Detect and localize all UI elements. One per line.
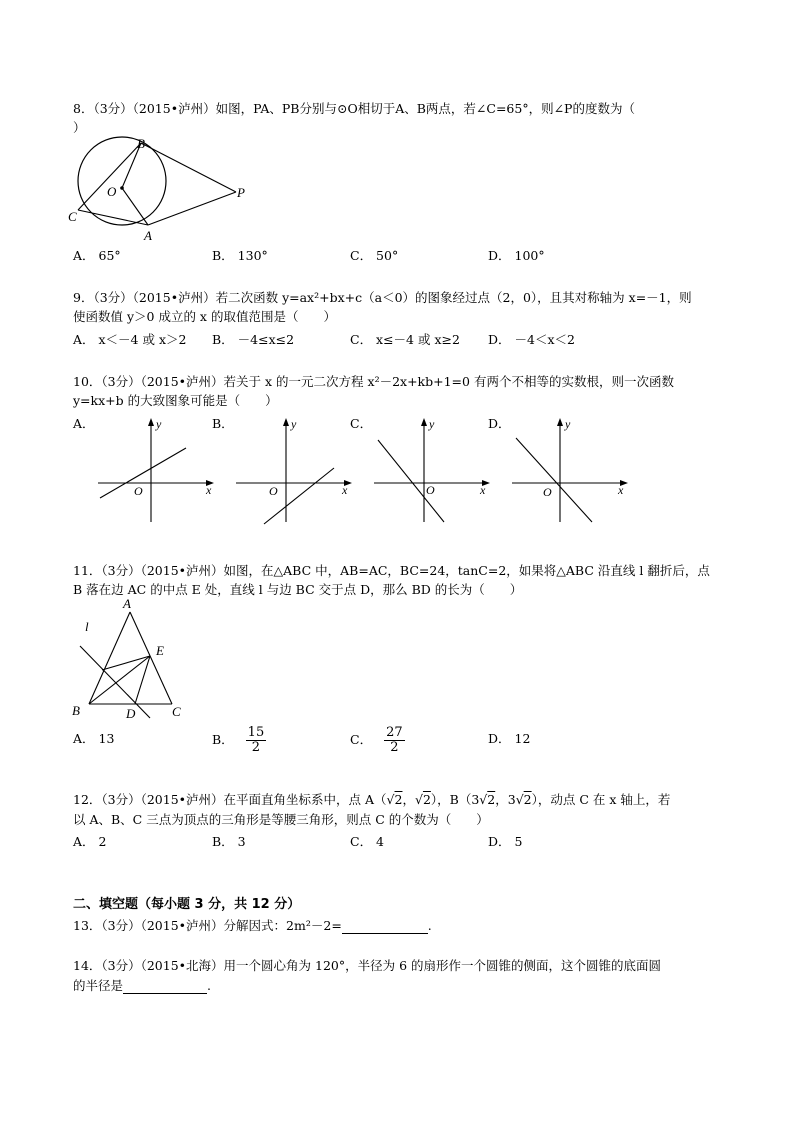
q10-d-y-label: y — [565, 417, 571, 431]
q10-d-x-label: x — [618, 483, 624, 497]
q12-text-b: ），B（3 — [430, 792, 480, 807]
q11-side-ac — [130, 612, 172, 704]
q11-option-b — [212, 726, 266, 755]
q14-end: . — [207, 978, 211, 993]
q10-a-y-label: y — [156, 417, 162, 431]
q11-stem-line2: B 落在边 AC 的中点 E 处，直线 l 与边 BC 交于点 D，那么 BD 的长为（ ） — [73, 582, 523, 597]
q11-label-b: B — [72, 703, 80, 718]
q11-option-c-denominator: 2 — [390, 740, 399, 755]
q8-chord-ca — [78, 210, 148, 225]
q12-sqrt-a2: √2 — [414, 792, 431, 807]
q11-stem-line1: 11．（3分）（2015•泸州）如图，在△ABC 中，AB=AC，BC=24，tanC=2，如果将△ABC 沿直线 l 翻折后，点 — [73, 563, 710, 578]
q8-tangent-pa — [148, 192, 236, 225]
q10-stem-line1: 10．（3分）（2015•泸州）若关于 x 的一元二次方程 x²－2x+kb+1=0 有两个不相等的实数根，则一次函数 — [73, 374, 674, 389]
q12-option-d: D． 5 — [488, 834, 523, 849]
q12-sep: ， — [402, 792, 415, 807]
q12-text-a: 12．（3分）（2015•泸州）在平面直角坐标系中，点 A（ — [73, 792, 387, 807]
q10-a-x-label: x — [206, 483, 212, 497]
q14-answer-blank — [123, 981, 207, 994]
q14-stem-line2 — [73, 976, 211, 994]
q11-segment-be — [89, 656, 150, 704]
q8-option-a: A． 65° — [73, 248, 121, 263]
q9-option-b: B． －4≤x≤2 — [212, 332, 295, 347]
q9-stem-line2: 使函数值 y＞0 成立的 x 的取值范围是（ ） — [73, 309, 336, 324]
q11-option-c-numerator: 27 — [386, 725, 403, 740]
q8-label-p: P — [237, 185, 245, 200]
q11-line-l — [80, 646, 150, 718]
q12-sep-2: ， — [495, 792, 508, 807]
q8-tangent-pb — [141, 143, 236, 192]
q12-option-c: C． 4 — [350, 834, 384, 849]
q10-b-y-label: y — [291, 417, 297, 431]
q8-center-dot — [120, 186, 124, 190]
q9-option-a: A． x＜－4 或 x＞2 — [73, 332, 187, 347]
q12-text-c: ），动点 C 在 x 轴上，若 — [531, 792, 671, 807]
q11-option-a: A． 13 — [73, 731, 115, 746]
q11-option-b-prefix: B． — [212, 732, 234, 747]
q10-graph-d-line — [516, 438, 592, 522]
q8-option-b: B． 130° — [212, 248, 268, 263]
q10-option-c-letter: C． — [350, 416, 373, 431]
q11-label-c: C — [172, 704, 181, 719]
q12-stem-line1 — [73, 790, 670, 808]
q11-side-ab — [89, 612, 130, 704]
q12-option-b: B． 3 — [212, 834, 246, 849]
q10-graph-c — [372, 414, 496, 526]
q12-sqrt-a1: √2 — [386, 792, 403, 807]
q10-option-b-letter: B． — [212, 416, 234, 431]
q13-stem — [73, 916, 432, 934]
q11-option-c-fraction — [384, 726, 405, 755]
q8-circle-figure — [66, 133, 256, 245]
q8-stem-line2: ） — [73, 120, 86, 135]
q8-radius-oa — [122, 188, 148, 225]
q10-c-y-label: y — [429, 417, 435, 431]
q8-stem-line1: 8．（3分）（2015•泸州）如图，PA、PB分别与⊙O相切于A、B两点，若∠C=65°，则∠P的度数为（ — [73, 101, 635, 116]
q10-option-a-letter: A． — [73, 416, 95, 431]
q12-stem-line2: 以 A、B、C 三点为顶点的三角形是等腰三角形，则点 C 的个数为（ ） — [73, 812, 489, 827]
q9-option-c: C． x≤－4 或 x≥2 — [350, 332, 460, 347]
q11-option-d: D． 12 — [488, 731, 531, 746]
q10-graph-c-line — [378, 440, 444, 522]
q13-end: . — [427, 918, 432, 933]
q12-sqrt-b2: √2 — [515, 792, 532, 807]
q11-label-d: D — [126, 706, 136, 721]
q8-option-d: D． 100° — [488, 248, 545, 263]
q10-c-o-label: O — [426, 483, 435, 497]
q8-label-c: C — [68, 209, 77, 224]
q10-graph-a — [96, 414, 220, 526]
q9-option-d: D． －4＜x＜2 — [488, 332, 575, 347]
q12-option-a: A． 2 — [73, 834, 107, 849]
q12-sqrt-b1: √2 — [479, 792, 496, 807]
q10-graph-a-line — [100, 448, 186, 498]
q8-option-c: C． 50° — [350, 248, 399, 263]
section2-heading: 二、填空题（每小题 3 分，共 12 分） — [73, 897, 301, 912]
q10-b-x-label: x — [342, 483, 348, 497]
q11-triangle-figure — [66, 594, 196, 722]
q10-option-d-letter: D． — [488, 416, 511, 431]
q8-label-a: A — [144, 228, 152, 243]
q12-three: 3 — [507, 792, 516, 807]
q13-text: 13．（3分）（2015•泸州）分解因式：2m²－2= — [73, 918, 342, 933]
q10-d-o-label: O — [543, 485, 552, 499]
q8-circle — [78, 137, 166, 225]
q10-c-x-label: x — [480, 483, 486, 497]
q11-label-e: E — [156, 643, 164, 658]
q10-graph-b — [234, 414, 358, 526]
q8-label-b: B — [137, 136, 145, 151]
q11-segment-de — [135, 656, 150, 704]
q14-stem-line1: 14．（3分）（2015•北海）用一个圆心角为 120°，半径为 6 的扇形作一个圆锥的侧面，这个圆锥的底面圆 — [73, 958, 662, 973]
q11-option-b-fraction — [246, 726, 267, 755]
q13-answer-blank — [342, 921, 428, 934]
q10-stem-line2: y=kx+b 的大致图象可能是（ ） — [73, 393, 278, 408]
q11-option-c — [350, 726, 405, 755]
q10-graph-d — [510, 414, 634, 526]
q11-option-b-numerator: 15 — [247, 725, 265, 740]
q10-b-o-label: O — [269, 484, 278, 498]
q9-stem-line1: 9．（3分）（2015•泸州）若二次函数 y=ax²+bx+c（a＜0）的图象经过点（2，0），且其对称轴为 x=－1，则 — [73, 290, 692, 305]
q11-label-a: A — [123, 596, 131, 611]
q10-a-o-label: O — [134, 484, 143, 498]
q11-option-b-denominator: 2 — [251, 740, 261, 755]
q11-label-l: l — [85, 619, 89, 634]
q14-text-line2: 的半径是 — [73, 978, 124, 993]
q8-label-o: O — [107, 184, 117, 199]
q11-option-c-prefix: C． — [350, 732, 373, 747]
